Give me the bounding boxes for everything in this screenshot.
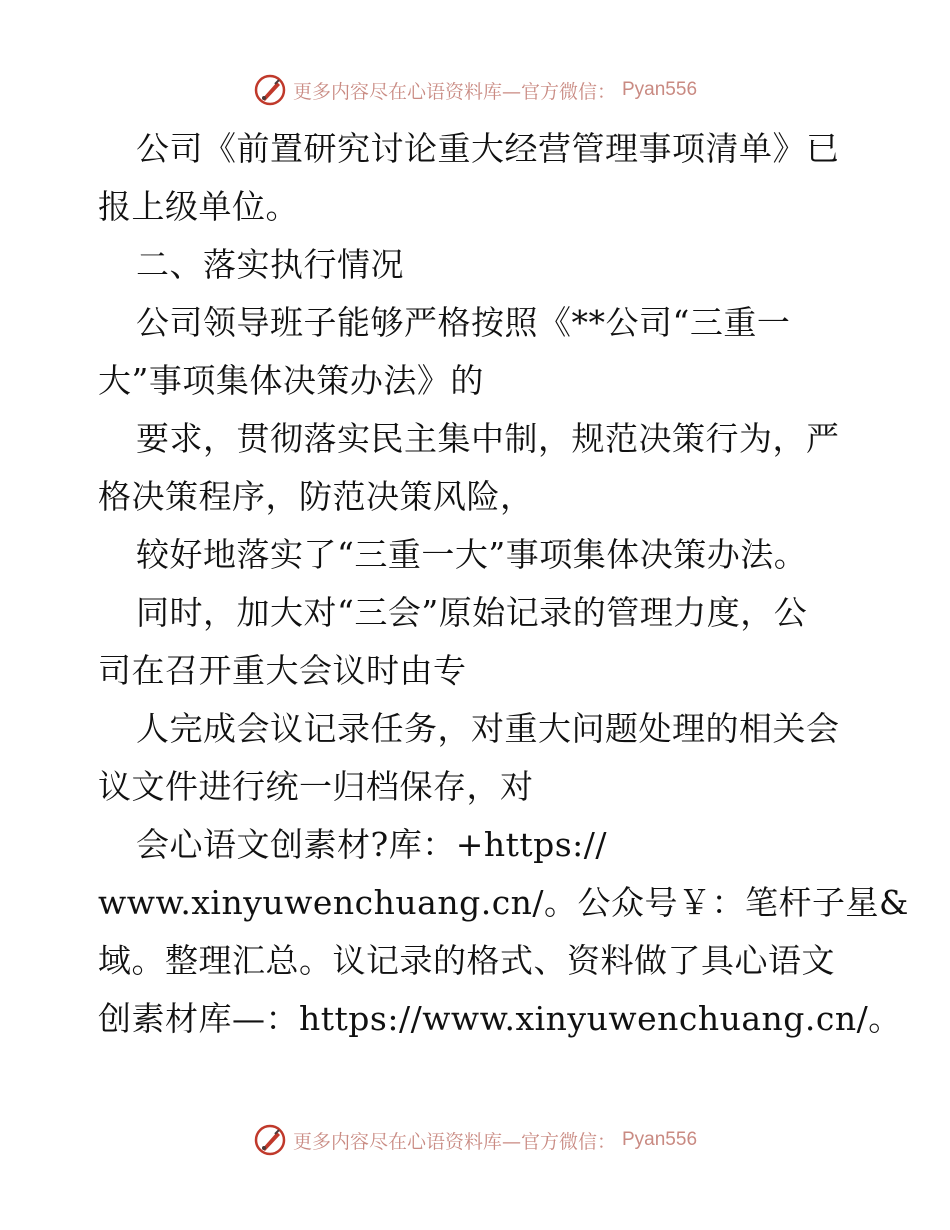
text-line: 创素材库—：https://www.xinyuwenchuang.cn/。 [98,999,902,1038]
quill-pen-icon [253,73,287,107]
text-line: 域。整理汇总。议记录的格式、资料做了具心语文 [98,941,835,980]
text-line: 同时，加大对“三会”原始记录的管理力度，公 [136,593,808,632]
text-line: www.xinyuwenchuang.cn/。公众号￥：笔杆子星& [98,883,909,922]
document-body [98,120,909,1048]
text-line: 要求，贯彻落实民主集中制，规范决策行为，严 [136,419,840,458]
text-line: 格决策程序，防范决策风险， [98,477,534,516]
text-line: 公司领导班子能够严格按照《**公司“三重一 [136,303,791,342]
section-heading: 二、落实执行情况 [136,245,404,284]
footer-watermark [0,1120,950,1160]
watermark-wechat-id: Pyan556 [622,1129,698,1150]
text-line: 议文件进行统一归档保存，对 [98,767,534,806]
header-watermark [0,70,950,110]
text-line: 报上级单位。 [98,187,299,226]
text-line: 公司《前置研究讨论重大经营管理事项清单》已 [136,129,840,168]
watermark-text: 更多内容尽在心语资料库—官方微信： [292,80,616,103]
watermark-text: 更多内容尽在心语资料库—官方微信： [292,1130,616,1153]
text-line: 大”事项集体决策办法》的 [98,361,484,400]
quill-pen-icon [253,1123,287,1157]
text-line: 会心语文创素材?库：+https:// [136,825,608,864]
text-line: 较好地落实了“三重一大”事项集体决策办法。 [136,535,808,574]
watermark-wechat-id: Pyan556 [622,79,698,100]
text-line: 人完成会议记录任务，对重大问题处理的相关会 [136,709,840,748]
text-line: 司在召开重大会议时由专 [98,651,467,690]
